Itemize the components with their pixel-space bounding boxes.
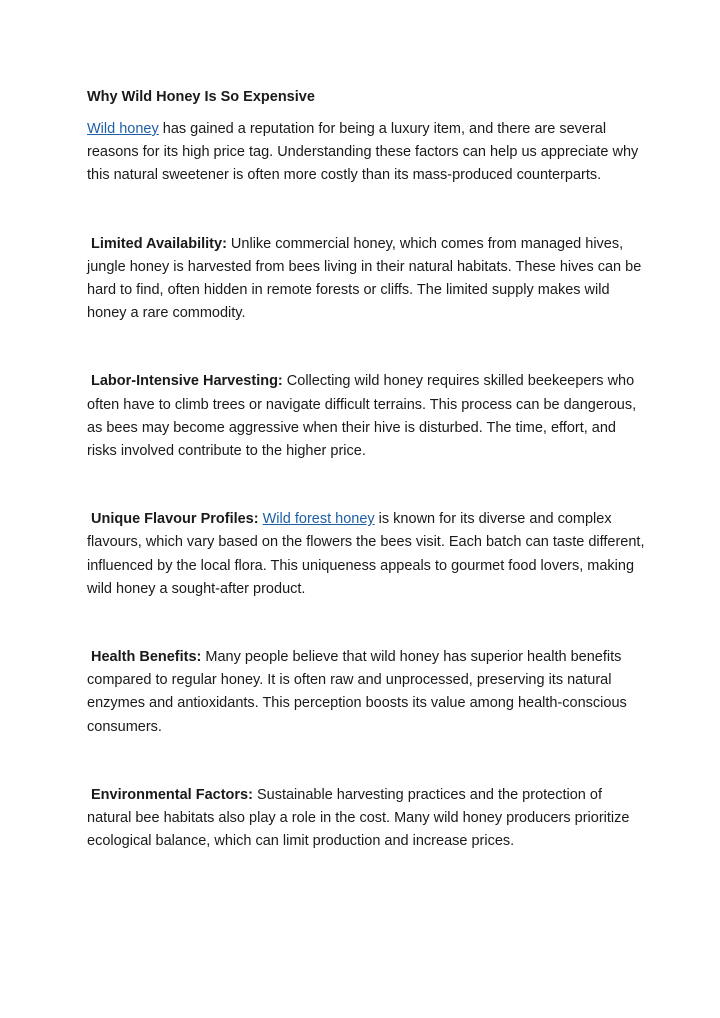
page-title: Why Wild Honey Is So Expensive: [87, 89, 315, 105]
wild-forest-honey-link[interactable]: Wild forest honey: [262, 511, 375, 528]
section-heading: Limited Availability:: [91, 235, 227, 252]
section-limited-availability: [87, 233, 647, 326]
section-text: Unlike commercial honey, which comes from managed hives, jungle honey is harvested from bees living in their natural habitats. These hives can be hard to find, often hidden in remote forests or cliffs. The limited supply makes wild honey a rare commodity.: [87, 235, 642, 322]
section-labor-intensive-harvesting: [87, 370, 647, 463]
section-unique-flavour-profiles: [87, 508, 647, 601]
document-page: [87, 86, 647, 898]
intro-text: has gained a reputation for being a luxury item, and there are several reasons for its high price tag. Understanding these factors can help us appreciate why this natural sweetener is often more costly than its mass-produced counterparts.: [87, 121, 639, 184]
section-heading: Labor-Intensive Harvesting:: [91, 373, 283, 390]
section-environmental-factors: [87, 784, 647, 854]
intro-paragraph: [87, 118, 647, 188]
section-text: Sustainable harvesting practices and the protection of natural bee habitats also play a role in the cost. Many wild honey producers prioritize ecological balance, which can limit production and increase prices.: [87, 786, 630, 850]
section-text: Many people believe that wild honey has superior health benefits compared to regular honey. It is often raw and unprocessed, preserving its natural enzymes and antioxidants. This perception boosts its value among health-conscious consumers.: [87, 649, 627, 735]
section-heading: Unique Flavour Profiles:: [91, 511, 259, 528]
section-text: Collecting wild honey requires skilled beekeepers who often have to climb trees or navigate difficult terrains. This process can be dangerous, as bees may become aggressive when their hive is disturbed. The time, effort, and risks involved contribute to the higher price.: [87, 373, 637, 460]
section-text: is known for its diverse and complex flavours, which vary based on the flowers the bees visit. Each batch can taste different, influenced by the local flora. This uniqueness appeals to gourmet food lovers, making wild honey a sought-after product.: [87, 511, 645, 597]
section-heading: Environmental Factors:: [91, 786, 253, 803]
section-heading: Health Benefits:: [91, 649, 202, 666]
wild-honey-link[interactable]: Wild honey: [87, 121, 159, 137]
section-health-benefits: [87, 646, 647, 739]
